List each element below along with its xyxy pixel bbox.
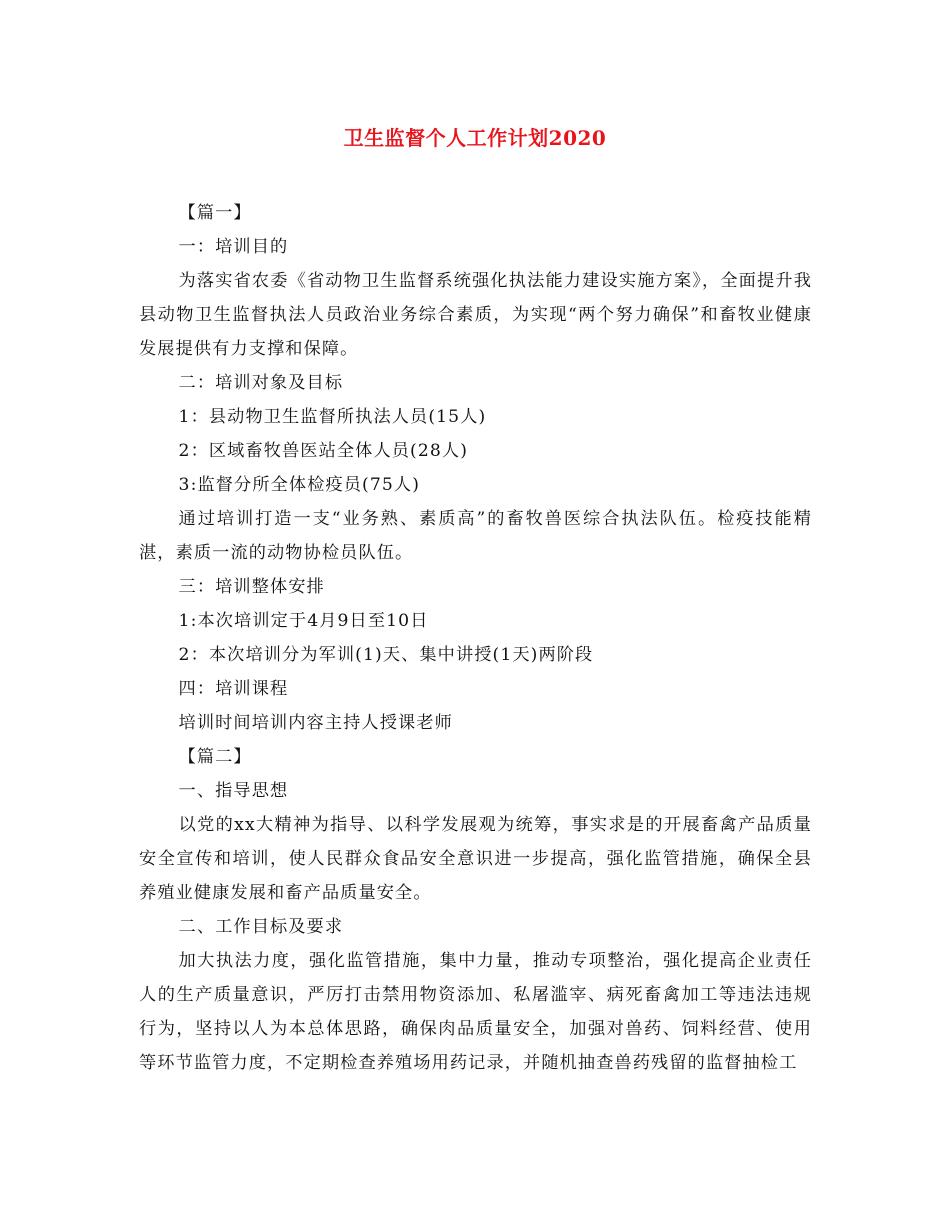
- list-item-target-2: 2：区域畜牧兽医站全体人员(28人): [178, 441, 469, 461]
- document-body: [139, 196, 812, 1080]
- list-item-target-3: 3:监督分所全体检疫员(75人): [178, 475, 421, 495]
- heading-training-targets: 二：培训对象及目标: [178, 373, 344, 393]
- heading-training-courses: 四：培训课程: [178, 679, 289, 699]
- heading-training-arrangement: 三：培训整体安排: [178, 577, 325, 597]
- paragraph-training-purpose: 为落实省农委《省动物卫生监督系统强化执法能力建设实施方案》，全面提升我县动物卫生监督执法人员政治业务综合素质，为实现“两个努力确保”和畜牧业健康发展提供有力支撑和保障。: [139, 271, 812, 359]
- paragraph-guiding-ideology: 以党的xx大精神为指导、以科学发展观为统筹，事实求是的开展畜禽产品质量安全宣传和培训，使人民群众食品安全意识进一步提高，强化监管措施，确保全县养殖业健康发展和畜产品质量安全。: [139, 815, 812, 903]
- section-heading-part-two: 【篇二】: [178, 747, 252, 767]
- list-item-arrangement-1: 1:本次培训定于4月9日至10日: [178, 611, 429, 631]
- paragraph-course-columns: 培训时间培训内容主持人授课老师: [178, 713, 453, 733]
- heading-guiding-ideology: 一、指导思想: [178, 781, 289, 801]
- heading-training-purpose: 一：培训目的: [178, 237, 289, 257]
- heading-work-goals: 二、工作目标及要求: [178, 917, 344, 937]
- section-heading-part-one: 【篇一】: [178, 203, 252, 223]
- paragraph-training-goal: 通过培训打造一支“业务熟、素质高”的畜牧兽医综合执法队伍。检疫技能精湛，素质一流的动物协检员队伍。: [139, 509, 812, 563]
- paragraph-work-goals: 加大执法力度，强化监管措施，集中力量，推动专项整治，强化提高企业责任人的生产质量意识，严厉打击禁用物资添加、私屠滥宰、病死畜禽加工等违法违规行为，坚持以人为本总体思路，确保肉品质量安全，加强对兽药、饲料经营、使用等环节监管力度，不定期检查养殖场用药记录，并随机抽查兽药残留的监督抽检工: [139, 951, 812, 1073]
- list-item-arrangement-2: 2：本次培训分为军训(1)天、集中讲授(1天)两阶段: [178, 645, 594, 665]
- document-title: 卫生监督个人工作计划2020: [343, 126, 607, 150]
- list-item-target-1: 1：县动物卫生监督所执法人员(15人): [178, 407, 487, 427]
